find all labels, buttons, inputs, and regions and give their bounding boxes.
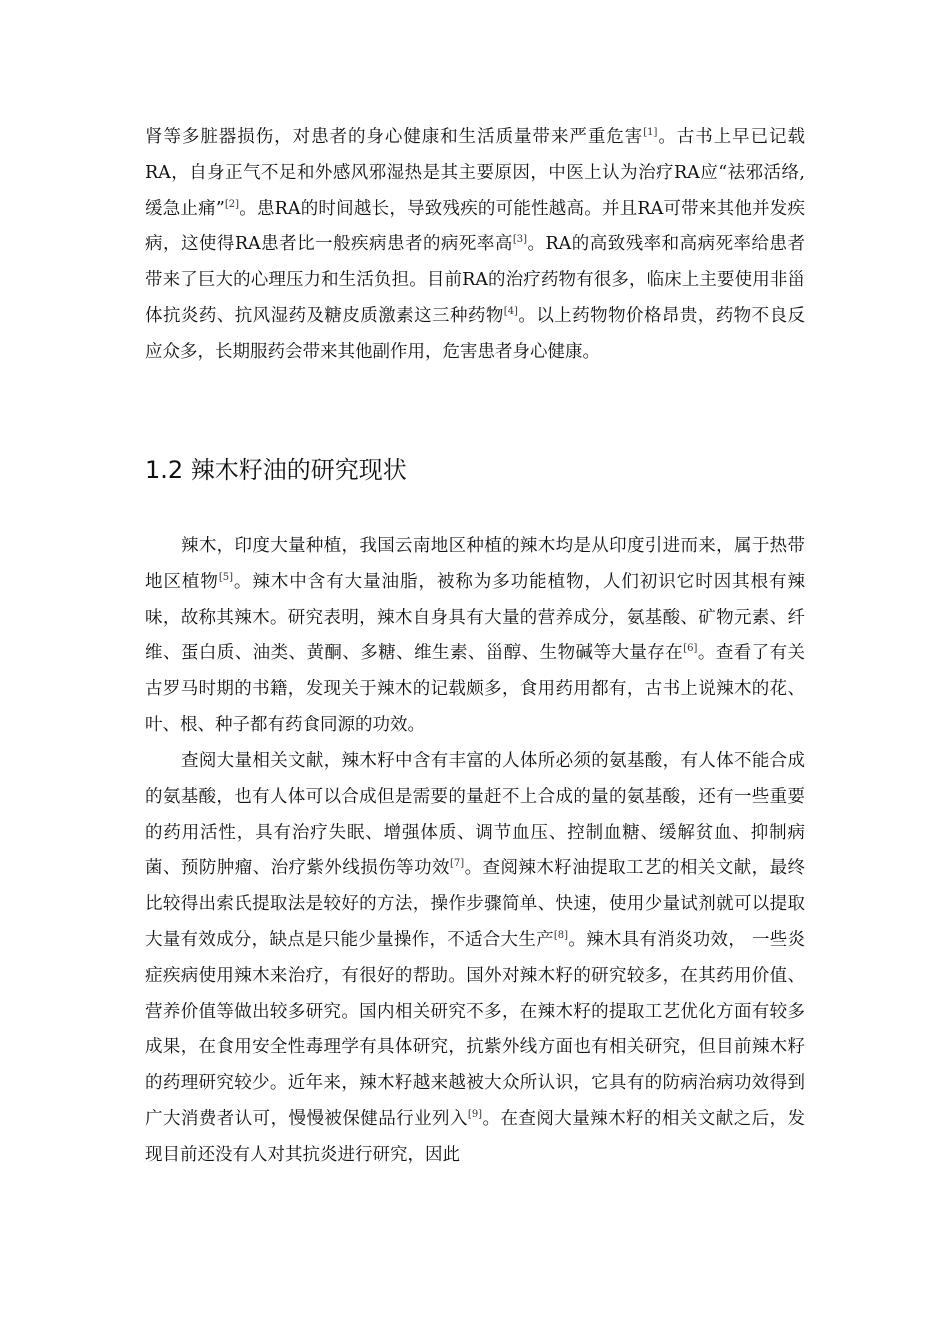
text-segment: 。查看了有关古罗马时期的书籍，发现关于辣木的记载颇多，食用药用都有，古书上说辣木的花、叶、根、种子都有药食同源的功效。 xyxy=(145,643,806,735)
citation[interactable]: [9] xyxy=(467,1109,483,1121)
citation[interactable]: [5] xyxy=(218,571,233,583)
citation[interactable]: [4] xyxy=(503,306,518,318)
text-segment: 。RA的高致残率和高病死率给患者带来了巨大的心理压力和生活负担。目前RA的治疗药物有很多，临床上主要使用非甾体抗炎药、抗风湿药及糖皮质激素这三种药物 xyxy=(145,234,805,326)
section-heading: 1.2 辣木籽油的研究现状 xyxy=(145,456,407,484)
text-segment: 。以上药物物价格昂贵，药物不良反应众多，长期服药会带来其他副作用，危害患者身心健康。 xyxy=(145,305,806,362)
paragraph-moringa-seed xyxy=(145,744,805,1174)
text-segment: 。查阅辣木籽油提取工艺的相关文献，最终比较得出索氏提取法是较好的方法，操作步骤简单、快速，使用少量试剂就可以提取大量有效成分，缺点是只能少量操作，不适合大生产 xyxy=(145,858,806,950)
paragraph-moringa-intro xyxy=(145,529,805,744)
citation[interactable]: [8] xyxy=(553,930,569,942)
text-segment: 。辣木具有消炎功效， 一些炎症疾病使用辣木来治疗，有很好的帮助。国外对辣木籽的研究较多，在其药用价值、营养价值等做出较多研究。国内相关研究不多，在辣木籽的提取工艺优化方面有较多成果，在食用安全性毒理学有具体研究，抗紫外线方面也有相关研究，但目前辣木籽的药理研究较少。近年来，辣木籽越来越被大众所认识，它具有的防病治病功效得到广大消费者认可，慢慢被保健品行业列入 xyxy=(145,929,806,1129)
citation[interactable]: [7] xyxy=(449,858,465,870)
text-segment: 。古书上早已记载RA，自身正气不足和外感风邪湿热是其主要原因，中医上认为治疗RA应“祛邪活络,缓急止痛” xyxy=(145,127,806,219)
text-segment: 辣木，印度大量种植，我国云南地区种植的辣木均是从印度引进而来，属于热带地区植物 xyxy=(145,536,805,592)
paragraph-ra-background xyxy=(145,120,805,371)
text-segment: 肾等多脏器损伤，对患者的身心健康和生活质量带来严重危害 xyxy=(145,127,644,147)
text-segment: 。辣木中含有大量油脂，被称为多功能植物，人们初识它时因其根有辣味，故称其辣木。研究表明，辣木自身具有大量的营养成分，氨基酸、矿物元素、纤维、蛋白质、油类、黄酮、多糖、维生素、甾醇、生物碱等大量存在 xyxy=(145,571,806,664)
text-segment: 查阅大量相关文献，辣木籽中含有丰富的人体所必须的氨基酸，有人体不能合成的氨基酸，也有人体可以合成但是需要的量赶不上合成的量的氨基酸，还有一些重要的药用活性，具有治疗失眠、增强体质、调节血压、控制血糖、缓解贫血、抑制病菌、预防肿瘤、治疗紫外线损伤等功效 xyxy=(145,751,805,879)
citation[interactable]: [3] xyxy=(512,234,528,246)
citation[interactable]: [1] xyxy=(643,127,658,139)
text-segment: 。患RA的时间越长，导致残疾的可能性越高。并且RA可带来其他并发疾病，这使得RA患者比一般疾病患者的病死率高 xyxy=(145,198,805,255)
citation[interactable]: [2] xyxy=(224,198,240,210)
text-segment: 。在查阅大量辣木籽的相关文献之后，发现目前还没有人对其抗炎进行研究，因此 xyxy=(145,1108,806,1165)
citation[interactable]: [6] xyxy=(683,643,698,655)
